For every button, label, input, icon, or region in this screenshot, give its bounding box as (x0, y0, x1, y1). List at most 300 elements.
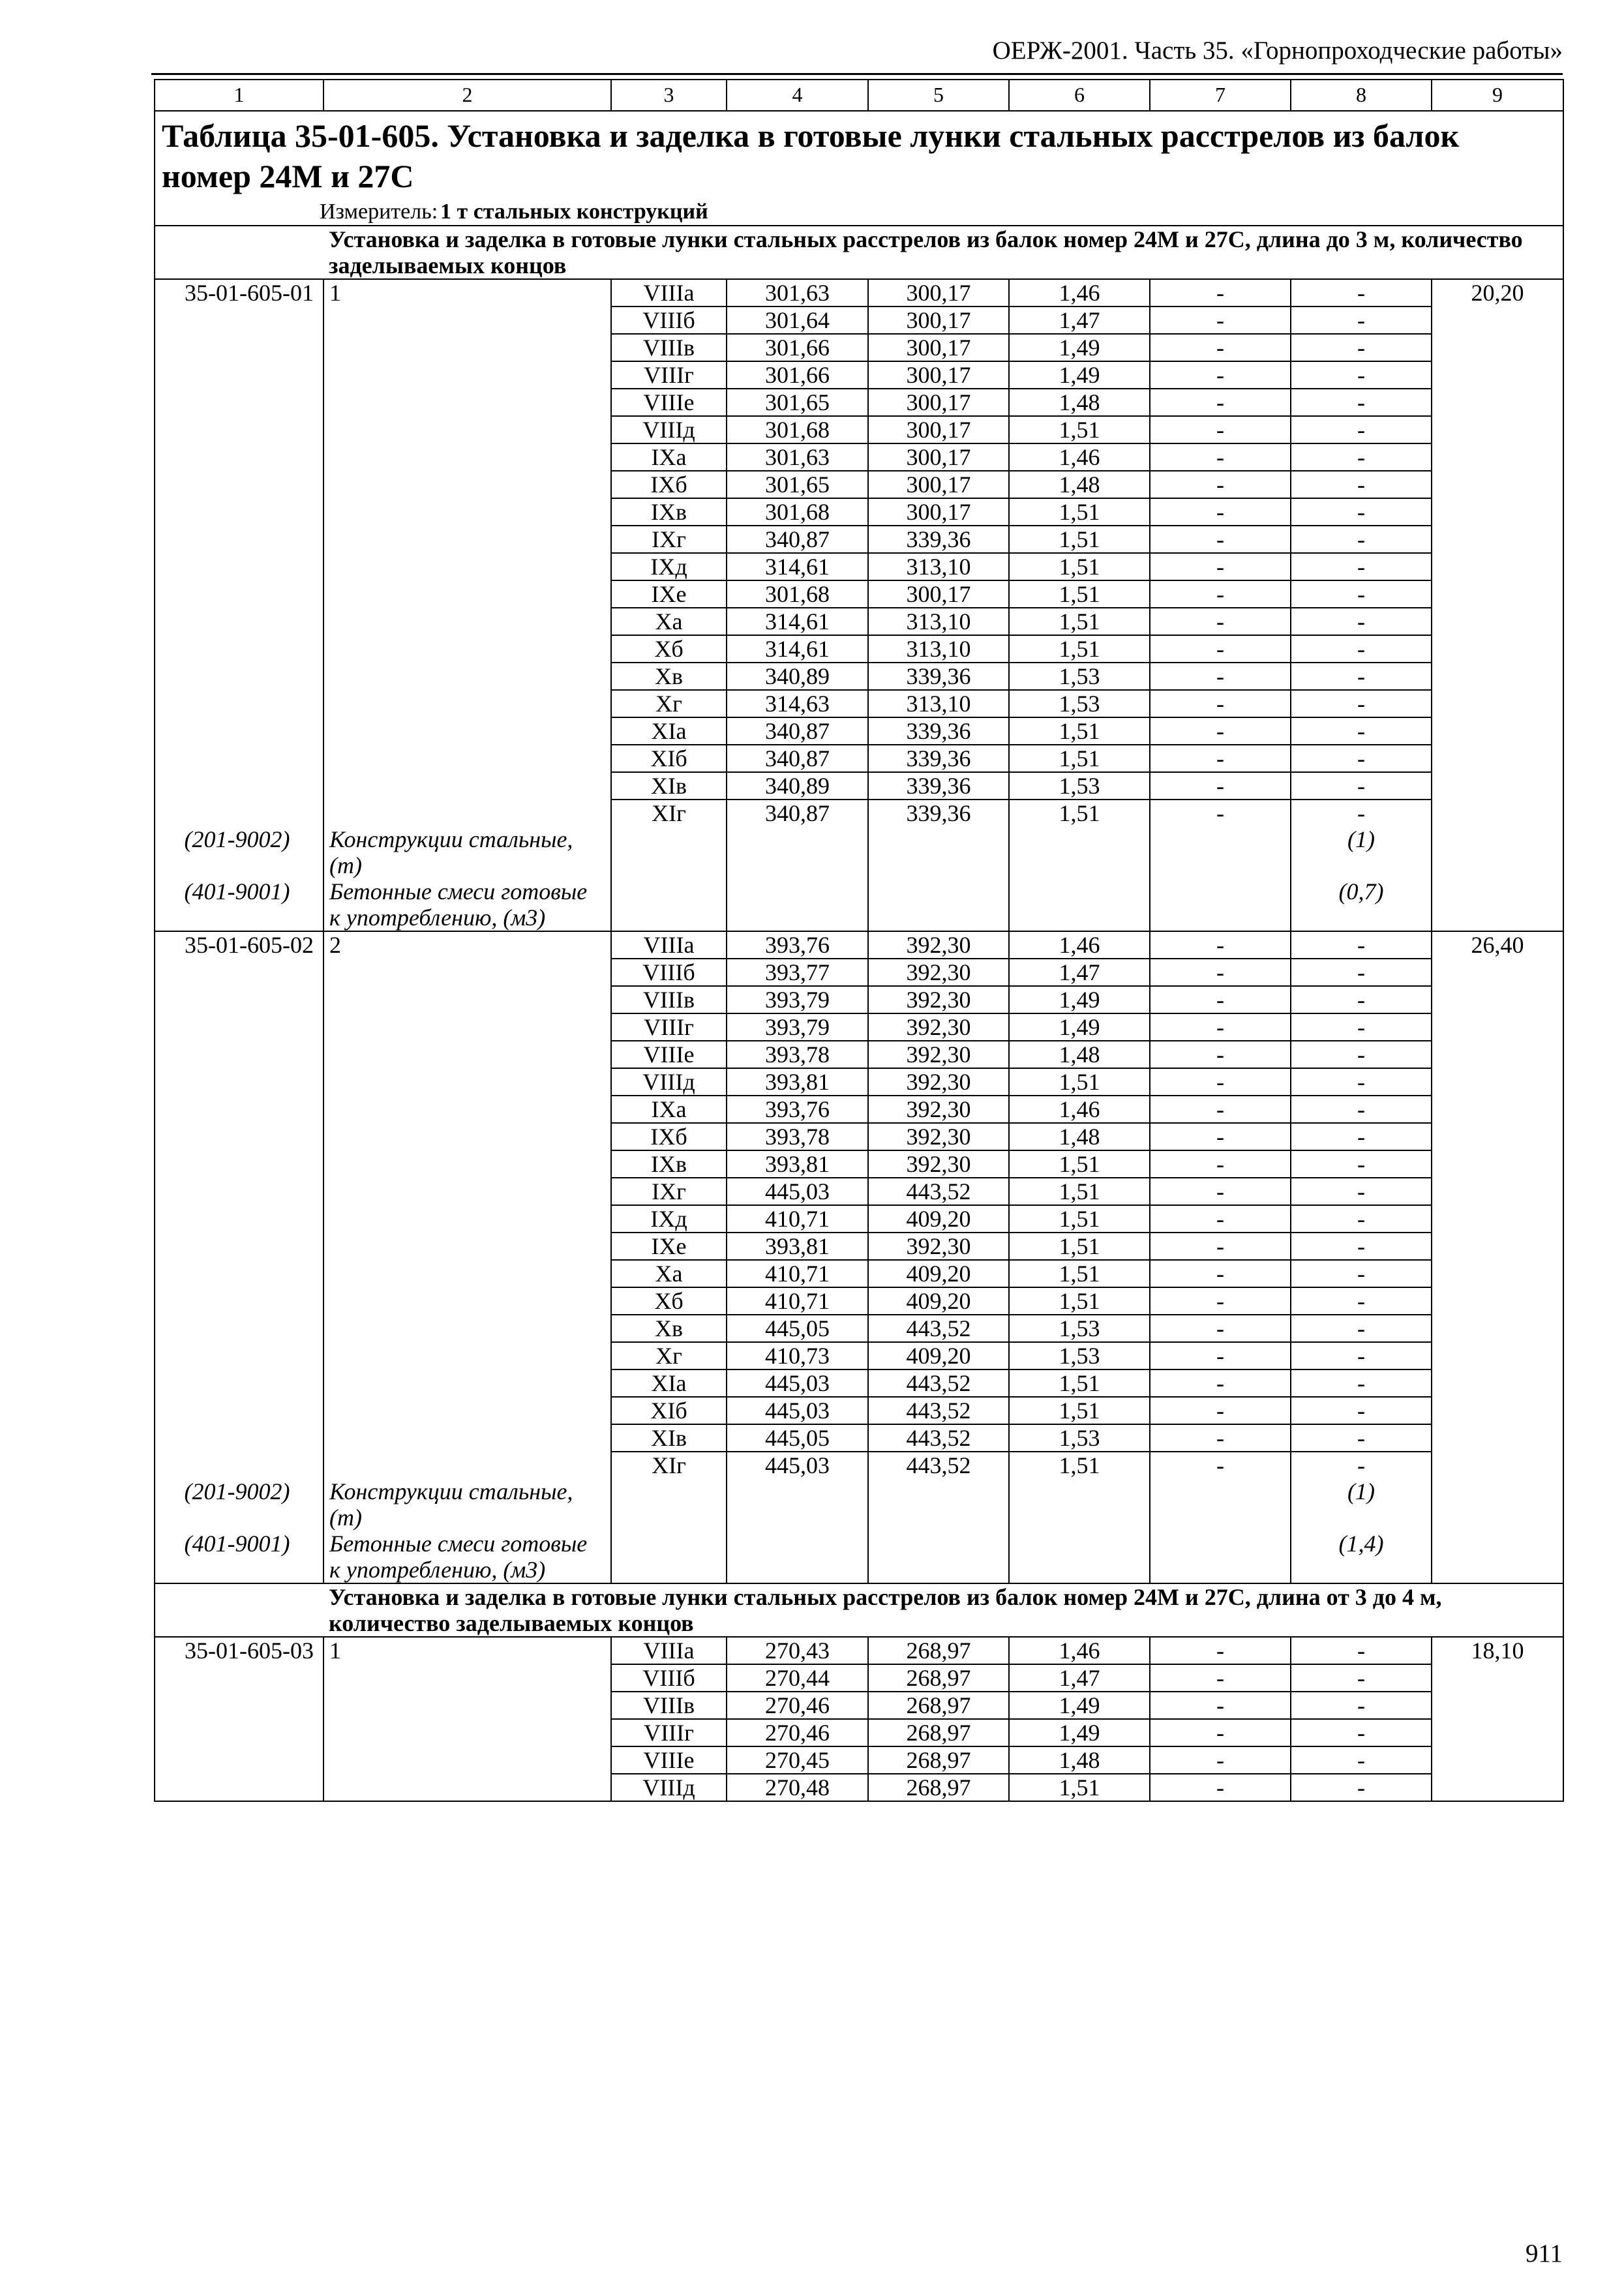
table-cell: - (1150, 580, 1291, 608)
table-cell: - (1150, 1096, 1291, 1123)
table-cell: 270,48 (727, 1774, 868, 1801)
table-cell: Xа (611, 1260, 727, 1287)
table-cell: - (1291, 498, 1432, 526)
norm-value-col9 (1432, 1424, 1563, 1452)
table-cell: 1,53 (1009, 1342, 1150, 1369)
table-cell: 313,10 (868, 635, 1009, 663)
table-cell: - (1291, 1068, 1432, 1096)
table-cell: 1,51 (1009, 1774, 1150, 1801)
norm-row (155, 690, 1563, 717)
norm-code (155, 1746, 323, 1774)
norm-name (323, 959, 611, 986)
table-cell: - (1291, 1205, 1432, 1233)
table-cell: 301,65 (727, 389, 868, 416)
norm-code (155, 1205, 323, 1233)
table-cell: 1,51 (1009, 526, 1150, 553)
norm-row (155, 553, 1563, 580)
table-cell: VIIIа (611, 279, 727, 307)
norm-code (155, 635, 323, 663)
table-cell: 300,17 (868, 389, 1009, 416)
resource-col9 (1432, 1478, 1563, 1531)
resource-code: (401-9001) (155, 1531, 323, 1583)
table-cell: VIIIб (611, 1664, 727, 1692)
norm-row (155, 717, 1563, 745)
table-cell: 392,30 (868, 1096, 1009, 1123)
norm-value-col9: 18,10 (1432, 1637, 1563, 1664)
table-cell: 392,30 (868, 959, 1009, 986)
table-cell: 1,53 (1009, 1315, 1150, 1342)
table-cell: 301,66 (727, 334, 868, 361)
table-cell: Xб (611, 1287, 727, 1315)
table-cell: IXг (611, 526, 727, 553)
table-cell: 340,87 (727, 526, 868, 553)
column-number: 1 (155, 80, 323, 111)
norm-row (155, 334, 1563, 361)
norm-name (323, 690, 611, 717)
table-cell: IXа (611, 443, 727, 471)
norm-name (323, 800, 611, 826)
table-cell: 301,68 (727, 416, 868, 443)
resource-name (323, 1531, 611, 1583)
norm-row (155, 1096, 1563, 1123)
table-cell: 1,47 (1009, 307, 1150, 334)
table-cell: - (1291, 361, 1432, 389)
table-cell: Xв (611, 1315, 727, 1342)
table-cell: - (1150, 307, 1291, 334)
table-cell: - (1291, 1424, 1432, 1452)
table-cell: 445,03 (727, 1369, 868, 1397)
norm-value-col9 (1432, 389, 1563, 416)
table-cell: - (1150, 1719, 1291, 1746)
table-cell: XIа (611, 1369, 727, 1397)
table-cell: - (1150, 800, 1291, 826)
norm-code (155, 1719, 323, 1746)
table-cell: - (1291, 307, 1432, 334)
resource-row (155, 878, 1563, 931)
table-cell: IXб (611, 471, 727, 498)
norm-code (155, 498, 323, 526)
table-cell: 268,97 (868, 1746, 1009, 1774)
resource-code: (201-9002) (155, 1478, 323, 1531)
resource-name (323, 1478, 611, 1531)
table-cell: 392,30 (868, 931, 1009, 959)
table-cell: 409,20 (868, 1260, 1009, 1287)
norm-code (155, 608, 323, 635)
table-cell: 268,97 (868, 1719, 1009, 1746)
resource-row (155, 826, 1563, 878)
table-title: Таблица 35-01-605. Установка и заделка в готовые лунки стальных расстрелов из балок номер 24М и 27С (162, 117, 1460, 194)
table-cell: 268,97 (868, 1692, 1009, 1719)
table-cell: XIв (611, 1424, 727, 1452)
table-cell: - (1291, 608, 1432, 635)
running-header: ОЕРЖ-2001. Часть 35. «Горнопроходческие работы» (992, 37, 1563, 65)
norm-name: 2 (323, 931, 611, 959)
norm-row (155, 279, 1563, 307)
table-cell: - (1150, 959, 1291, 986)
table-cell: 409,20 (868, 1205, 1009, 1233)
table-cell: 1,51 (1009, 1150, 1150, 1178)
table-cell: - (1150, 361, 1291, 389)
table-cell: Xг (611, 690, 727, 717)
norm-row (155, 361, 1563, 389)
norm-code (155, 1692, 323, 1719)
norm-value-col9 (1432, 526, 1563, 553)
table-cell: - (1291, 690, 1432, 717)
table-cell: - (1150, 1774, 1291, 1801)
norm-code (155, 745, 323, 772)
norm-name: 1 (323, 279, 611, 307)
table-cell: 340,87 (727, 745, 868, 772)
norm-code (155, 1452, 323, 1478)
table-cell: - (1150, 1315, 1291, 1342)
norm-code (155, 1664, 323, 1692)
norm-value-col9 (1432, 1068, 1563, 1096)
norm-row (155, 1342, 1563, 1369)
table-cell: 1,49 (1009, 361, 1150, 389)
norm-row (155, 307, 1563, 334)
table-cell: XIб (611, 745, 727, 772)
table-cell: 1,47 (1009, 1664, 1150, 1692)
table-cell: - (1291, 745, 1432, 772)
resource-cell (727, 826, 868, 878)
section-title: Установка и заделка в готовые лунки стальных расстрелов из балок номер 24М и 27С, длина до 3 м, количество заделываемых концов (323, 226, 1563, 279)
table-cell: - (1291, 663, 1432, 690)
norm-row (155, 1664, 1563, 1692)
table-cell: 313,10 (868, 553, 1009, 580)
table-cell: 393,79 (727, 986, 868, 1013)
resource-name-line2: (т) (329, 1504, 362, 1531)
table-cell: VIIIг (611, 1719, 727, 1746)
norm-code (155, 690, 323, 717)
table-cell: - (1291, 1692, 1432, 1719)
table-cell: 314,63 (727, 690, 868, 717)
table-cell: - (1150, 1123, 1291, 1150)
resource-cell: (1) (1291, 826, 1432, 878)
table-cell: VIIIг (611, 1013, 727, 1041)
table-cell: - (1291, 1178, 1432, 1205)
norm-name (323, 986, 611, 1013)
norm-value-col9 (1432, 1664, 1563, 1692)
table-cell: 1,48 (1009, 1746, 1150, 1774)
norm-row (155, 663, 1563, 690)
norm-code (155, 1260, 323, 1287)
norm-name (323, 443, 611, 471)
norm-name (323, 526, 611, 553)
norm-name (323, 416, 611, 443)
table-cell: - (1150, 443, 1291, 471)
table-cell: - (1150, 931, 1291, 959)
resource-row (155, 1478, 1563, 1531)
resource-col9 (1432, 826, 1563, 878)
resource-name-line2: к употреблению, (м3) (329, 1557, 546, 1583)
resource-name-line1: Бетонные смеси готовые (329, 1531, 588, 1557)
table-cell: 409,20 (868, 1342, 1009, 1369)
table-cell: 270,46 (727, 1692, 868, 1719)
norm-name (323, 1287, 611, 1315)
table-cell: IXб (611, 1123, 727, 1150)
table-cell: - (1150, 1424, 1291, 1452)
table-cell: 300,17 (868, 279, 1009, 307)
table-cell: 410,71 (727, 1260, 868, 1287)
table-cell: 1,46 (1009, 1637, 1150, 1664)
table-cell: 443,52 (868, 1178, 1009, 1205)
table-cell: - (1150, 471, 1291, 498)
norm-name (323, 1774, 611, 1801)
resource-cell (611, 878, 727, 931)
norm-row (155, 1774, 1563, 1801)
norm-row (155, 959, 1563, 986)
norm-name (323, 663, 611, 690)
table-cell: - (1150, 1041, 1291, 1068)
norm-name (323, 498, 611, 526)
table-cell: - (1291, 1746, 1432, 1774)
table-cell: - (1291, 1150, 1432, 1178)
table-cell: - (1291, 717, 1432, 745)
table-cell: XIа (611, 717, 727, 745)
norm-name (323, 389, 611, 416)
section-title-row (155, 226, 1563, 279)
table-cell: 393,81 (727, 1068, 868, 1096)
table-cell: 1,51 (1009, 608, 1150, 635)
table-cell: VIIIб (611, 307, 727, 334)
table-cell: 443,52 (868, 1315, 1009, 1342)
table-cell: VIIIд (611, 1068, 727, 1096)
table-cell: 392,30 (868, 1013, 1009, 1041)
table-cell: - (1291, 1664, 1432, 1692)
table-cell: - (1291, 1233, 1432, 1260)
norm-name (323, 717, 611, 745)
table-cell: - (1150, 389, 1291, 416)
table-cell: 445,03 (727, 1452, 868, 1478)
table-cell: 1,49 (1009, 334, 1150, 361)
table-cell: 1,51 (1009, 1068, 1150, 1096)
table-cell: Xв (611, 663, 727, 690)
table-cell: - (1291, 389, 1432, 416)
table-cell: - (1150, 498, 1291, 526)
resource-cell (727, 1531, 868, 1583)
norm-value-col9: 26,40 (1432, 931, 1563, 959)
table-cell: - (1291, 986, 1432, 1013)
resource-cell (1009, 1478, 1150, 1531)
norm-value-col9 (1432, 745, 1563, 772)
table-cell: 393,78 (727, 1123, 868, 1150)
table-cell: 1,51 (1009, 553, 1150, 580)
norm-code (155, 443, 323, 471)
resource-code: (401-9001) (155, 878, 323, 931)
table-cell: - (1150, 553, 1291, 580)
table-cell: - (1150, 1342, 1291, 1369)
norm-value-col9 (1432, 800, 1563, 826)
norm-code (155, 361, 323, 389)
table-cell: - (1150, 1692, 1291, 1719)
norm-row (155, 1369, 1563, 1397)
resource-name-line1: Бетонные смеси готовые (329, 878, 588, 905)
norm-row (155, 608, 1563, 635)
norm-name (323, 1315, 611, 1342)
section-blank-cell (155, 226, 323, 279)
norm-value-col9 (1432, 959, 1563, 986)
table-cell: 1,53 (1009, 772, 1150, 800)
table-cell: - (1291, 1013, 1432, 1041)
norm-name (323, 1452, 611, 1478)
norm-name (323, 1369, 611, 1397)
table-cell: 443,52 (868, 1424, 1009, 1452)
table-cell: - (1291, 959, 1432, 986)
table-cell: 393,81 (727, 1150, 868, 1178)
norm-name (323, 1397, 611, 1424)
table-cell: 445,05 (727, 1315, 868, 1342)
resource-cell (868, 878, 1009, 931)
column-number: 9 (1432, 80, 1563, 111)
norm-row (155, 1233, 1563, 1260)
table-cell: 392,30 (868, 986, 1009, 1013)
table-cell: 1,48 (1009, 1041, 1150, 1068)
table-cell: - (1150, 1452, 1291, 1478)
norm-code (155, 663, 323, 690)
table-cell: VIIIв (611, 334, 727, 361)
table-cell: 392,30 (868, 1150, 1009, 1178)
table-cell: - (1291, 1397, 1432, 1424)
resource-cell (611, 826, 727, 878)
table-cell: 1,51 (1009, 498, 1150, 526)
table-cell: - (1291, 334, 1432, 361)
norm-row (155, 772, 1563, 800)
norm-name (323, 1123, 611, 1150)
norm-value-col9 (1432, 1397, 1563, 1424)
norm-name (323, 1150, 611, 1178)
norm-name (323, 635, 611, 663)
table-cell: 270,43 (727, 1637, 868, 1664)
norm-code (155, 1013, 323, 1041)
norm-code: 35-01-605-02 (155, 931, 323, 959)
table-cell: 339,36 (868, 663, 1009, 690)
table-cell: XIг (611, 1452, 727, 1478)
column-number-row (155, 80, 1563, 111)
table-cell: 1,51 (1009, 580, 1150, 608)
resource-cell (1150, 878, 1291, 931)
norm-row (155, 498, 1563, 526)
table-cell: - (1150, 986, 1291, 1013)
norm-value-col9 (1432, 1746, 1563, 1774)
norm-value-col9 (1432, 1013, 1563, 1041)
norm-code (155, 1424, 323, 1452)
table-cell: - (1150, 635, 1291, 663)
norm-name (323, 1178, 611, 1205)
table-cell: 445,05 (727, 1424, 868, 1452)
table-cell: 313,10 (868, 608, 1009, 635)
table-cell: VIIIе (611, 389, 727, 416)
norm-value-col9 (1432, 608, 1563, 635)
table-cell: - (1291, 931, 1432, 959)
table-cell: 1,46 (1009, 1096, 1150, 1123)
table-cell: - (1291, 1774, 1432, 1801)
table-cell: - (1291, 1041, 1432, 1068)
norm-row (155, 931, 1563, 959)
table-cell: 301,68 (727, 580, 868, 608)
table-cell: 1,46 (1009, 279, 1150, 307)
table-cell: 1,53 (1009, 1424, 1150, 1452)
table-cell: 393,76 (727, 931, 868, 959)
table-cell: 268,97 (868, 1774, 1009, 1801)
column-number: 7 (1150, 80, 1291, 111)
norm-name (323, 580, 611, 608)
resource-name (323, 878, 611, 931)
norm-code (155, 1150, 323, 1178)
table-cell: - (1291, 1287, 1432, 1315)
table-cell: 1,51 (1009, 745, 1150, 772)
table-cell: - (1291, 1123, 1432, 1150)
table-cell: VIIIе (611, 1041, 727, 1068)
norm-code (155, 307, 323, 334)
table-cell: 340,89 (727, 772, 868, 800)
table-cell: - (1150, 717, 1291, 745)
table-cell: VIIIв (611, 1692, 727, 1719)
table-cell: 1,51 (1009, 1260, 1150, 1287)
table-cell: 314,61 (727, 553, 868, 580)
table-cell: - (1150, 1397, 1291, 1424)
norm-value-col9 (1432, 1692, 1563, 1719)
norm-row (155, 580, 1563, 608)
norm-row (155, 1287, 1563, 1315)
table-cell: 268,97 (868, 1664, 1009, 1692)
norm-name (323, 1424, 611, 1452)
table-cell: 1,51 (1009, 635, 1150, 663)
norm-code (155, 1774, 323, 1801)
norms-table (154, 79, 1564, 1802)
table-cell: 443,52 (868, 1452, 1009, 1478)
table-cell: IXа (611, 1096, 727, 1123)
table-cell: - (1291, 1369, 1432, 1397)
norm-row (155, 745, 1563, 772)
norm-value-col9 (1432, 1315, 1563, 1342)
table-cell: 1,48 (1009, 471, 1150, 498)
table-cell: 1,49 (1009, 1013, 1150, 1041)
table-cell: 1,51 (1009, 1178, 1150, 1205)
norm-value-col9 (1432, 307, 1563, 334)
table-cell: 1,51 (1009, 800, 1150, 826)
table-cell: 301,64 (727, 307, 868, 334)
table-cell: 300,17 (868, 416, 1009, 443)
table-cell: VIIIг (611, 361, 727, 389)
table-cell: VIIIа (611, 1637, 727, 1664)
norm-row (155, 389, 1563, 416)
norm-row (155, 1315, 1563, 1342)
norm-value-col9 (1432, 553, 1563, 580)
norm-code (155, 526, 323, 553)
norm-row (155, 1041, 1563, 1068)
norm-name (323, 1233, 611, 1260)
norm-code (155, 1233, 323, 1260)
norm-code (155, 959, 323, 986)
resource-cell (727, 1478, 868, 1531)
norm-name: 1 (323, 1637, 611, 1664)
resource-cell (727, 878, 868, 931)
resource-cell (868, 1531, 1009, 1583)
norm-name (323, 1719, 611, 1746)
table-cell: - (1291, 1096, 1432, 1123)
norm-row (155, 471, 1563, 498)
table-cell: 270,46 (727, 1719, 868, 1746)
norm-row (155, 1746, 1563, 1774)
norm-name (323, 1013, 611, 1041)
table-cell: 1,51 (1009, 1369, 1150, 1397)
column-number: 3 (611, 80, 727, 111)
resource-row (155, 1531, 1563, 1583)
norm-value-col9 (1432, 690, 1563, 717)
table-cell: 443,52 (868, 1369, 1009, 1397)
norm-code (155, 553, 323, 580)
table-cell: 1,48 (1009, 389, 1150, 416)
